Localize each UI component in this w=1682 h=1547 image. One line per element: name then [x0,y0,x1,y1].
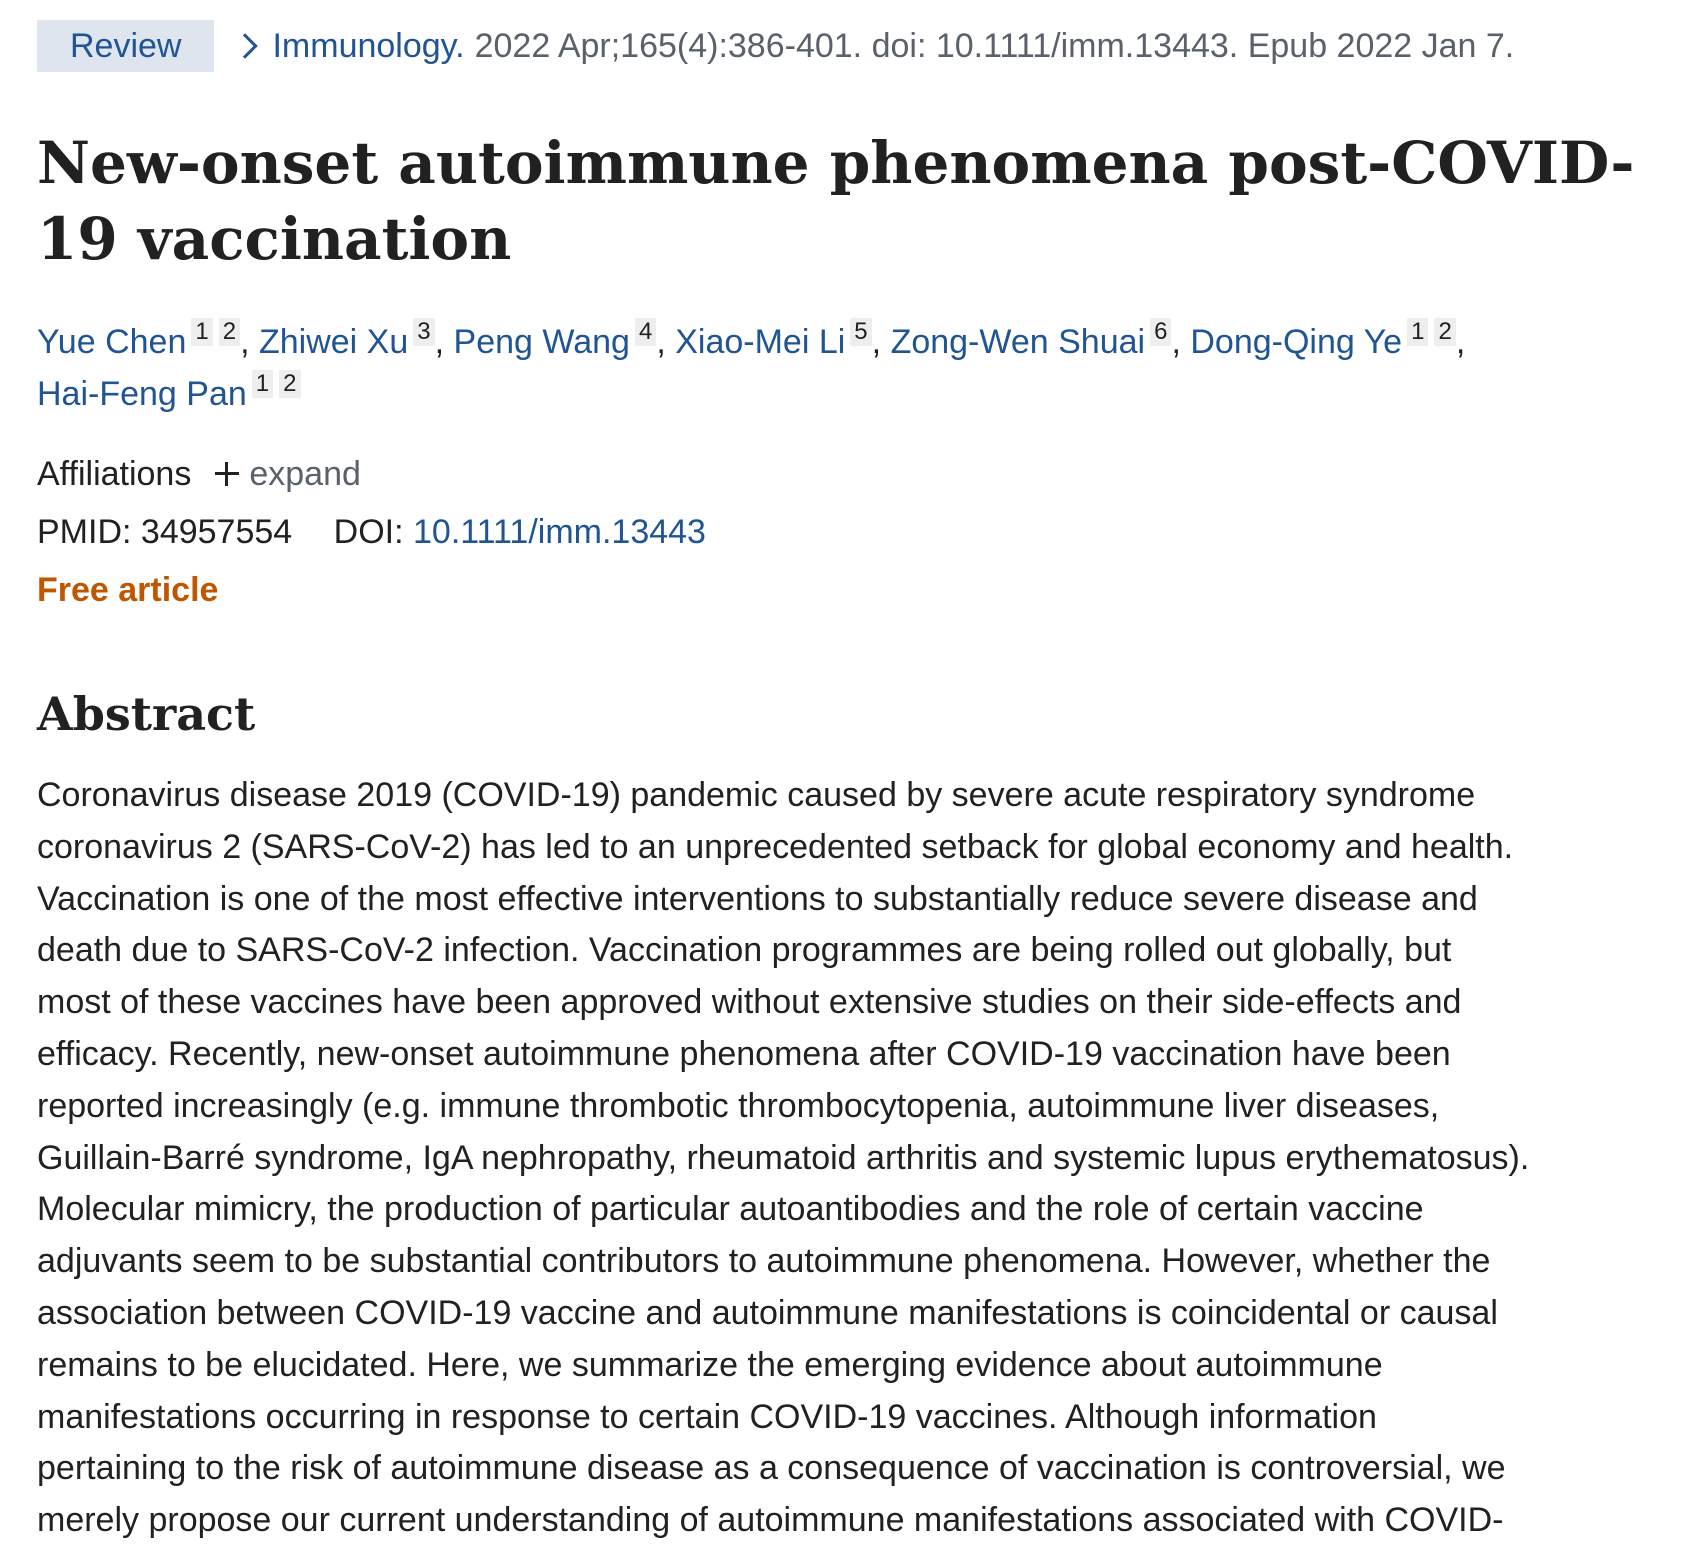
abstract-line: most of these vaccines have been approved without extensive studies on their side-effects and [37,983,1462,1022]
affiliations-toggle [37,448,361,500]
abstract-line: Coronavirus disease 2019 (COVID-19) pandemic caused by severe acute respiratory syndrome [37,776,1476,814]
pmid-value: 34957554 [140,513,293,551]
affiliations-label: Affiliations [37,455,192,493]
abstract-line: Vaccination is one of the most effective interventions to substantially reduce severe disease and [37,879,1478,918]
author-item [453,318,657,361]
chevron-right-icon [233,33,258,58]
identifiers [37,506,706,558]
affiliation-ref[interactable]: 1 [1407,318,1428,346]
abstract-text [37,770,1637,1547]
abstract-line: reported increasingly (e.g. immune thrombotic thrombocytopenia, autoimmune liver diseases, [37,1086,1440,1125]
journal-link[interactable]: Immunology. [272,26,465,65]
affiliation-ref[interactable]: 2 [219,318,240,346]
author-item [890,318,1172,361]
doi-link[interactable]: 10.1111/imm.13443 [413,513,706,551]
affiliation-ref[interactable]: 2 [279,370,300,398]
abstract-line: manifestations occurring in response to certain COVID-19 vaccines. Although information [37,1397,1377,1436]
affiliation-ref[interactable]: 6 [1150,318,1171,346]
article-title: New-onset autoimmune phenomena post-COVID-19 vaccination [37,129,1635,273]
author-item [1190,318,1455,361]
abstract-line: association between COVID-19 vaccine and autoimmune manifestations is coincidental or causal [37,1293,1498,1332]
abstract-line: remains to be elucidated. Here, we summarize the emerging evidence about autoimmune [37,1345,1383,1384]
free-article-label: Free article [37,571,219,609]
affiliation-ref[interactable]: 3 [413,318,434,346]
review-badge: Review [37,20,214,72]
author-item [37,318,240,361]
author-item [37,370,301,413]
abstract-line: death due to SARS-CoV-2 infection. Vaccination programmes are being rolled out globally, but [37,931,1452,970]
author-link[interactable]: Zong-Wen Shuai [890,323,1146,361]
abstract-heading: Abstract [37,687,256,741]
author-link[interactable]: Xiao-Mei Li [675,323,846,361]
citation-text: 2022 Apr;165(4):386-401. doi: 10.1111/imm.13443. Epub 2022 Jan 7. [474,26,1515,65]
abstract-line: merely propose our current understanding of autoimmune manifestations associated with COVID- [37,1501,1504,1540]
author-link[interactable]: Peng Wang [453,323,630,361]
abstract-line: adjuvants seem to be substantial contributors to autoimmune phenomena. However, whether the [37,1242,1491,1281]
abstract-line: Guillain-Barré syndrome, IgA nephropathy, rheumatoid arthritis and systemic lupus erythematosus). [37,1138,1530,1177]
abstract-line: efficacy. Recently, new-onset autoimmune phenomena after COVID-19 vaccination have been [37,1034,1451,1073]
abstract-line: Molecular mimicry, the production of particular autoantibodies and the role of certain vaccine [37,1190,1424,1229]
doi-label: DOI: [333,513,404,551]
author-link[interactable]: Hai-Feng Pan [37,375,247,413]
affiliation-ref[interactable]: 1 [191,318,212,346]
expand-button[interactable]: expand [249,455,361,493]
author-link[interactable]: Dong-Qing Ye [1190,323,1403,361]
citation-row [37,20,1514,72]
author-list: Yue Chen 1 2 , Zhiwei Xu 3 , Peng Wang 4 , Xiao-Mei Li 5 , Zong-Wen Shuai 6 , Dong-Qing Ye 1 2 , Hai-Feng Pan 1 2 [37,318,1466,413]
abstract-line: pertaining to the risk of autoimmune disease as a consequence of vaccination is controversial, we [37,1449,1506,1488]
author-item [675,318,871,361]
abstract-line: coronavirus 2 (SARS-CoV-2) has led to an unprecedented setback for global economy and health. [37,827,1514,866]
plus-icon[interactable] [215,462,239,486]
affiliation-ref[interactable]: 2 [1434,318,1455,346]
author-item [258,318,435,361]
affiliation-ref[interactable]: 5 [850,318,871,346]
affiliation-ref[interactable]: 1 [252,370,273,398]
affiliation-ref[interactable]: 4 [635,318,656,346]
pmid-label: PMID: [37,513,132,551]
author-link[interactable]: Zhiwei Xu [258,323,409,361]
author-link[interactable]: Yue Chen [37,323,187,361]
